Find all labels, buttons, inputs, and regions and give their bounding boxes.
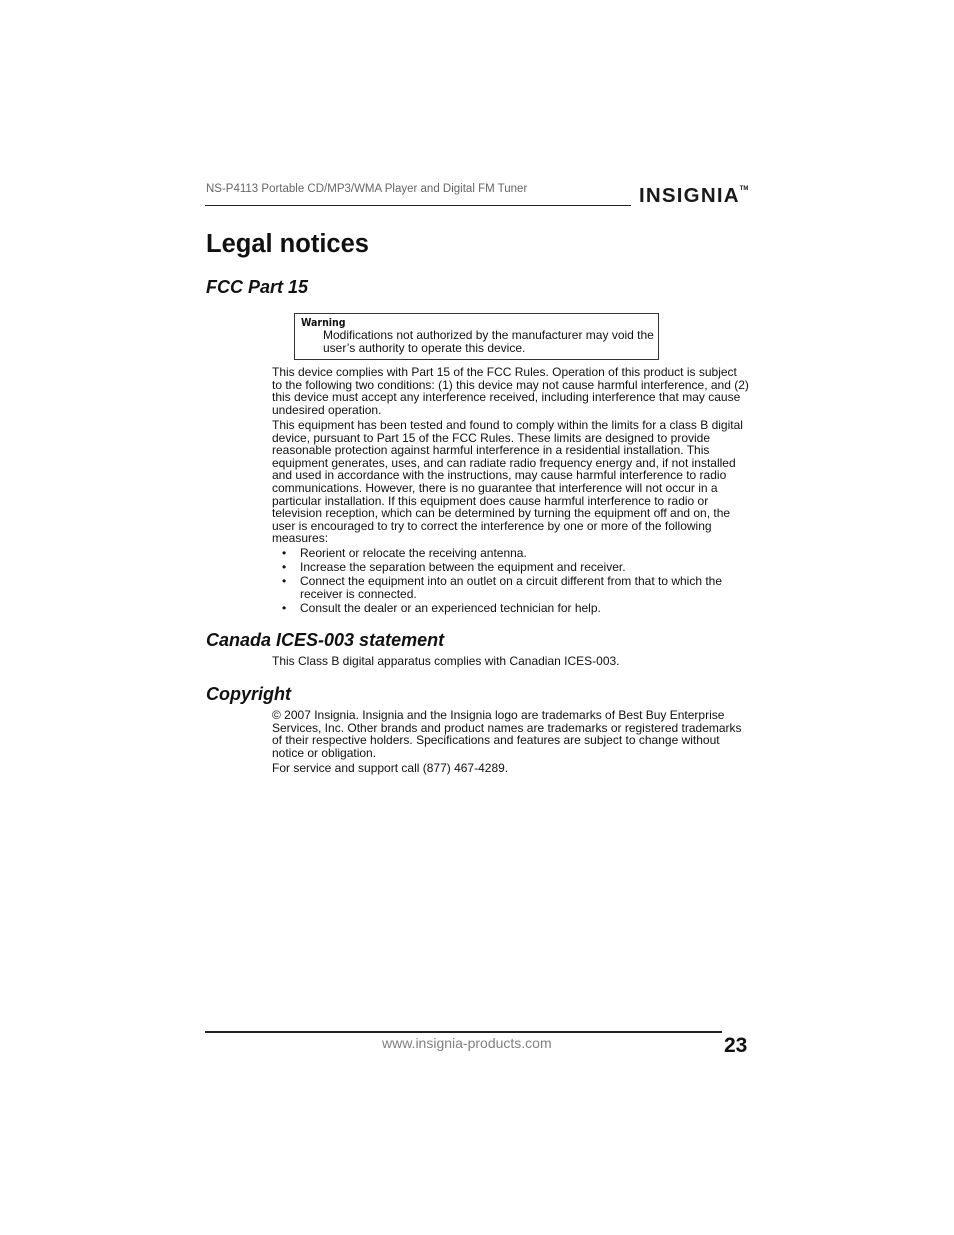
list-item	[272, 547, 750, 560]
header-divider	[205, 205, 631, 206]
copyright-text: © 2007 Insignia. Insignia and the Insignia logo are trademarks of Best Buy Enterprise Services, Inc. Other brands and product names are trademarks or registered trademarks of their respective holders. Specifications and features are subject to change without notice or obligation.	[272, 708, 742, 760]
canada-heading: Canada ICES-003 statement	[206, 630, 445, 650]
list-item-text: Reorient or relocate the receiving antenna.	[300, 546, 527, 560]
list-item-text: Increase the separation between the equipment and receiver.	[300, 560, 626, 575]
list-item	[272, 561, 750, 574]
bullet-icon: •	[282, 546, 287, 560]
list-item	[272, 602, 750, 615]
trademark-symbol: TM	[739, 186, 749, 192]
warning-label: Warning	[301, 317, 346, 329]
list-item-text: Connect the equipment into an outlet on a circuit different from that to which the receiver is connected.	[300, 574, 723, 601]
warning-box	[294, 313, 659, 360]
canada-statement: This Class B digital apparatus complies with Canadian ICES-003.	[272, 654, 620, 668]
bullet-icon: •	[282, 560, 287, 575]
warning-text: Modifications not authorized by the manufacturer may void the user’s authority to operate this device.	[323, 328, 654, 355]
running-header: NS-P4113 Portable CD/MP3/WMA Player and Digital FM Tuner	[206, 183, 528, 195]
copyright-heading: Copyright	[206, 684, 291, 704]
page-number: 23	[724, 1034, 748, 1057]
insignia-logo	[639, 184, 748, 208]
page-title: Legal notices	[206, 230, 369, 258]
logo-wordmark: INSIGNIA	[639, 184, 740, 207]
list-item-text: Consult the dealer or an experienced technician for help.	[300, 600, 601, 615]
fcc-paragraph-2: This equipment has been tested and found to comply within the limits for a class B digital device, pursuant to Part 15 of the FCC Rules. These limits are designed to provide reasonable protection against harmful interference in a residential installation. This equipment generates, uses, and can radiate radio frequency energy and, if not installed and used in accordance with the instructions, may cause harmful interference to radio communications. However, there is no guarantee that interference will not occur in a particular installation. If this equipment does cause harmful interference to radio or television reception, which can be determined by turning the equipment off and on, the user is encouraged to try to correct the interference by one or more of the following measures:	[272, 418, 743, 546]
support-phone-text: For service and support call (877) 467-4289.	[272, 761, 509, 775]
bullet-icon: •	[282, 600, 287, 615]
fcc-paragraph-1: This device complies with Part 15 of the FCC Rules. Operation of this product is subject to the following two conditions: (1) this device may not cause harmful interference, and (2) this device must accept any interference received, including interference that may cause undesired operation.	[272, 365, 749, 417]
interference-measures-list	[272, 547, 750, 616]
bullet-icon: •	[282, 574, 287, 589]
list-item	[272, 575, 750, 600]
footer-url: www.insignia-products.com	[382, 1035, 552, 1051]
footer-divider	[205, 1031, 722, 1033]
fcc-heading: FCC Part 15	[206, 277, 309, 297]
